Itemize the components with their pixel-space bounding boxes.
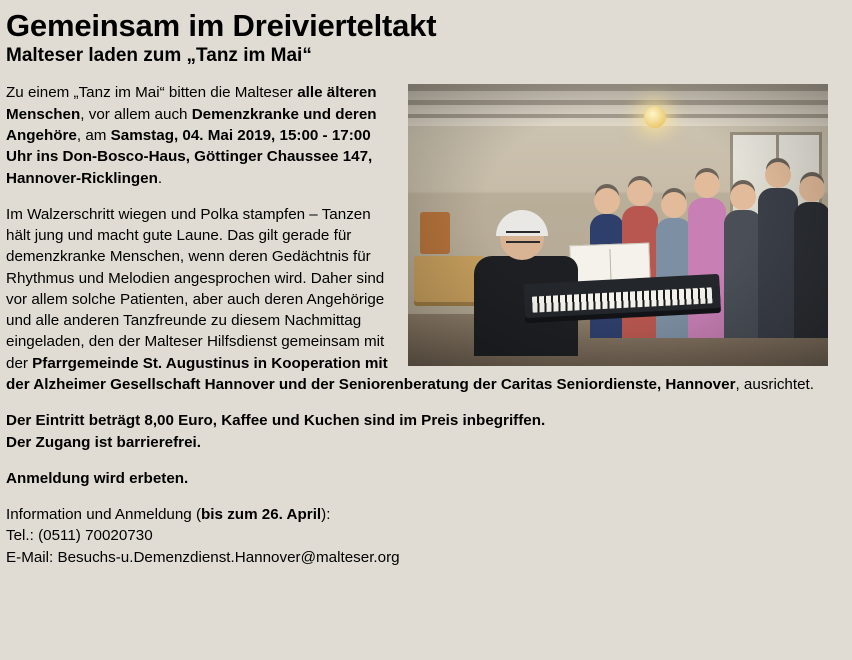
photo-vignette xyxy=(408,84,828,366)
contact-block xyxy=(6,504,846,568)
accessibility-line: Der Zugang ist barrierefrei. xyxy=(6,433,201,451)
paragraph-spacer xyxy=(6,395,846,410)
contact-deadline: bis zum 26. April xyxy=(201,506,322,524)
p1-bold-1: alle älteren Menschen xyxy=(6,84,377,123)
paragraph-price xyxy=(6,410,846,453)
contact-phone: Tel.: (0511) 70020730 xyxy=(6,527,153,545)
paragraph-spacer xyxy=(6,489,846,504)
p2-text-1: Im Walzerschritt wiegen und Polka stampfen – Tanzen hält jung und macht gute Laune. Das gilt gerade für demenzkranke Menschen, wenn deren Gedächtnis für Rhythmus und Melodien angesprochen wird. Daher sind vor allem solche Patienten, aber auch deren Angehörige und alle anderen Tanzfreunde zu diesem Nachmittag eingeladen, den der Malteser Hilfsdienst gemeinsam mit der xyxy=(6,205,385,372)
price-line: Der Eintritt beträgt 8,00 Euro, Kaffee und Kuchen sind im Preis inbegriffen. xyxy=(6,412,546,430)
contact-email: E-Mail: Besuchs-u.Demenzdienst.Hannover@malteser.org xyxy=(6,548,400,566)
p2-text-2: , ausrichtet. xyxy=(735,376,814,394)
page-title: Gemeinsam im Dreivierteltakt xyxy=(6,8,437,43)
p1-text-4: . xyxy=(157,169,163,187)
paragraph-registration: Anmeldung wird erbeten. xyxy=(6,469,189,487)
p1-text-3: , am xyxy=(76,126,111,144)
p1-text-1: Zu einem „Tanz im Mai“ bitten die Malteser xyxy=(6,84,298,102)
p1-text-2: , vor allem auch xyxy=(80,105,192,123)
p1-bold-2: Demenzkranke und deren Angehöre xyxy=(6,105,377,144)
contact-intro-1: Information und Anmeldung ( xyxy=(6,506,202,524)
p2-bold-1: Pfarrgemeinde St. Augustinus in Kooperation mit der Alzheimer Gesellschaft Hannover und der Seniorenberatung der Caritas Seniordienste, Hannover xyxy=(6,354,736,394)
p1-bold-3: Samstag, 04. Mai 2019, 15:00 - 17:00 Uhr ins Don-Bosco-Haus, Göttinger Chaussee 147, Hannover-Ricklingen xyxy=(6,126,373,187)
contact-intro-2: ): xyxy=(321,506,331,524)
page-subtitle: Malteser laden zum „Tanz im Mai“ xyxy=(6,44,312,66)
paragraph-spacer xyxy=(6,453,846,468)
event-photo xyxy=(408,84,828,366)
